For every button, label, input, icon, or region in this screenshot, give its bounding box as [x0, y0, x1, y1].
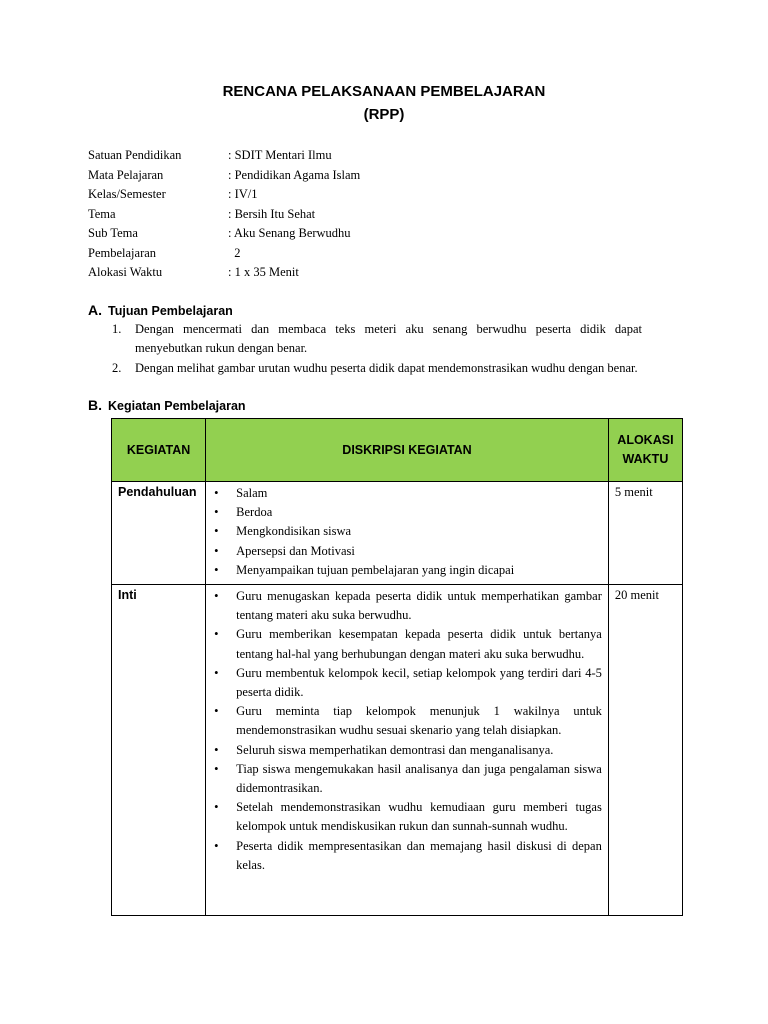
- info-label: Kelas/Semester: [88, 187, 166, 201]
- info-value: : Bersih Itu Sehat: [228, 206, 316, 221]
- activity-name: Inti: [112, 585, 206, 916]
- section-letter: B.: [88, 397, 102, 413]
- info-label: Mata Pelajaran: [88, 167, 164, 182]
- info-label: Satuan Pendidikan: [88, 148, 182, 162]
- objective-list: [112, 359, 642, 378]
- header-kegiatan: KEGIATAN: [112, 419, 206, 482]
- document-title: RENCANA PELAKSANAAN PEMBELAJARAN: [222, 83, 546, 100]
- info-label: Pembelajaran: [88, 245, 157, 260]
- header-alokasi: ALOKASI WAKTU: [608, 419, 682, 482]
- activity-steps: [212, 484, 602, 580]
- info-label: Tema: [88, 206, 116, 221]
- activity-step: • Mengkondisikan siswa: [212, 522, 602, 541]
- objective-item: [112, 320, 642, 358]
- objective-text: Dengan melihat gambar urutan wudhu peserta didik dapat mendemonstrasikan wudhu dengan benar.: [135, 361, 638, 375]
- objective-number: 1.: [112, 322, 122, 336]
- activity-table: [111, 418, 683, 916]
- section-title: Tujuan Pembelajaran: [108, 304, 233, 318]
- activity-name: Pendahuluan: [112, 482, 206, 585]
- info-value: : 1 x 35 Menit: [228, 265, 299, 279]
- table-row: [112, 482, 683, 585]
- activity-time: 5 menit: [608, 482, 682, 585]
- info-value: : SDIT Mentari Ilmu: [228, 148, 332, 162]
- activity-step: • Guru memberikan kesempatan kepada peserta didik untuk bertanya tentang hal-hal yang berhubungan dengan materi aku suka berwudhu.: [212, 625, 602, 663]
- activity-step: • Guru membentuk kelompok kecil, setiap kelompok yang terdiri dari 4-5 peserta didik.: [212, 664, 602, 702]
- table-row: [112, 585, 683, 916]
- activity-step: • Guru meminta tiap kelompok menunjuk 1 wakilnya untuk mendemonstrasikan wudhu sesuai skenario yang telah disiapkan.: [212, 702, 602, 740]
- activity-step: • Salam: [212, 484, 602, 503]
- activity-description: [206, 585, 609, 916]
- activity-step: • Setelah mendemonstrasikan wudhu kemudiaan guru memberi tugas kelompok untuk mendiskusikan rukun dan sunnah-sunnah wudhu.: [212, 798, 602, 836]
- info-value: : Aku Senang Berwudhu: [228, 226, 351, 240]
- info-value: 2: [228, 245, 241, 260]
- activity-step: • Peserta didik mempresentasikan dan memajang hasil diskusi di depan kelas.: [212, 837, 602, 875]
- activity-description: [206, 482, 609, 585]
- objective-number: 2.: [112, 361, 122, 375]
- table-header-row: [112, 419, 683, 482]
- activity-step: • Guru menugaskan kepada peserta didik untuk memperhatikan gambar tentang materi aku suka berwudhu.: [212, 587, 602, 625]
- activity-step: • Apersepsi dan Motivasi: [212, 542, 602, 561]
- activity-time: 20 menit: [608, 585, 682, 916]
- section-letter: A.: [88, 302, 102, 318]
- objective-text: Dengan mencermati dan membaca teks meteri aku senang berwudhu peserta didik dapat menyebutkan rukun dengan benar.: [135, 322, 642, 355]
- activity-steps: [212, 587, 602, 875]
- activity-step: • Berdoa: [212, 503, 602, 522]
- activity-step: • Tiap siswa mengemukakan hasil analisanya dan juga pengalaman siswa didemontrasikan.: [212, 760, 602, 798]
- activity-step: • Menyampaikan tujuan pembelajaran yang ingin dicapai: [212, 561, 602, 580]
- header-deskripsi: DISKRIPSI KEGIATAN: [206, 419, 609, 482]
- activity-step: • Seluruh siswa memperhatikan demontrasi dan menganalisanya.: [212, 741, 602, 760]
- objective-item: [112, 359, 642, 378]
- objective-list: [112, 320, 642, 358]
- info-value: : IV/1: [228, 187, 258, 201]
- info-label: Sub Tema: [88, 226, 138, 240]
- section-b-heading: [88, 397, 246, 413]
- section-title: Kegiatan Pembelajaran: [108, 399, 246, 413]
- document-subtitle: (RPP): [363, 106, 405, 123]
- info-label: Alokasi Waktu: [88, 265, 163, 279]
- info-value: : Pendidikan Agama Islam: [228, 167, 361, 182]
- section-a-heading: [88, 302, 233, 318]
